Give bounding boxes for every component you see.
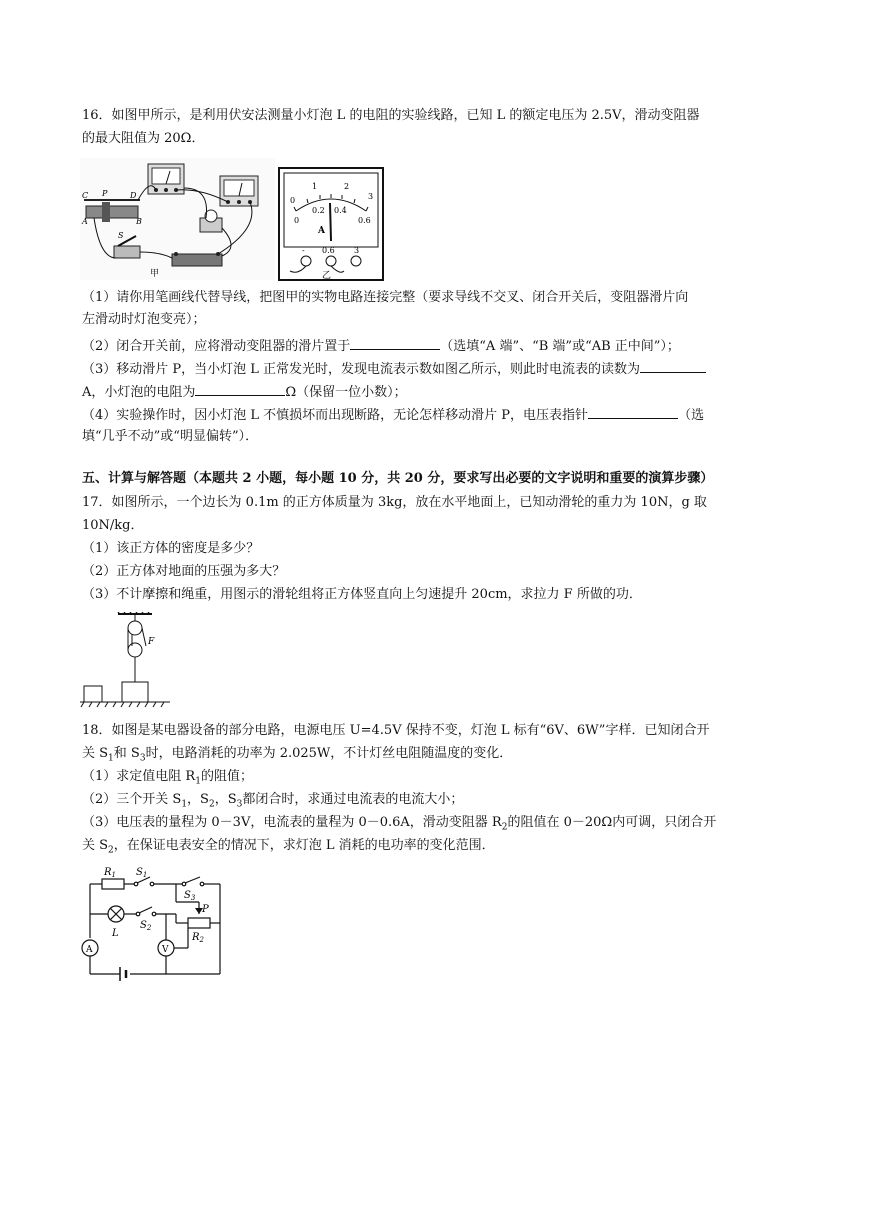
circuit-label-V: V — [162, 945, 169, 955]
label-A: A — [82, 217, 88, 226]
figure-jia-apparatus — [80, 158, 275, 280]
q18-p1-a: （1）求定值电阻 R — [82, 769, 196, 784]
switch-S2-icon — [139, 907, 152, 913]
q18-p2 — [82, 791, 463, 814]
answer-blank-q16-3b[interactable] — [195, 382, 285, 396]
q16-p2-text-a: （2）闭合开关前，应将滑动变阻器的滑片置于 — [82, 339, 351, 354]
dial-pointer — [330, 203, 331, 241]
q18-p2-a: （2）三个开关 S — [82, 792, 182, 807]
resistor-R1-icon — [102, 879, 124, 889]
q16-p1b: 左滑动时灯泡变亮）； — [82, 312, 206, 327]
q16-p3-text-a: （3）移动滑片 P，当小灯泡 L 正常发光时，发现电流表示数如图乙所示，则此时电流表的读数为 — [82, 362, 641, 377]
dial-top-3: 3 — [368, 192, 374, 201]
rheostat-R2-icon — [188, 918, 210, 928]
figure-yi-caption: 乙 — [322, 271, 332, 281]
label-C: C — [82, 191, 89, 200]
label-S: S — [118, 231, 124, 240]
q16-line1: 16．如图甲所示，是利用伏安法测量小灯泡 L 的电阻的实验线路，已知 L 的额定电压为 2.5V，滑动变阻器 — [82, 108, 700, 123]
q18-p3-a: （3）电压表的量程为 0－3V，电流表的量程为 0－0.6A，滑动变阻器 R — [82, 815, 502, 830]
label-B: B — [136, 217, 142, 226]
q18-p3-sub2: 2 — [108, 845, 114, 856]
q16-p3-line1 — [82, 359, 706, 379]
q18-p2-d: 都闭合时，求通过电流表的电流大小； — [242, 792, 464, 807]
q18-p1 — [82, 768, 253, 791]
figure-jia-caption: 甲 — [150, 269, 160, 279]
circuit-label-S1: S — [136, 867, 143, 878]
section5-title: 五、计算与解答题（本题共 2 小题，每小题 10 分，共 20 分，要求写出必要的文字说明和重要的演算步骤） — [82, 471, 714, 486]
circuit-label-R1: R — [104, 867, 112, 878]
q16-p2 — [82, 336, 680, 356]
movable-pulley-icon — [128, 643, 142, 657]
svg-text:R1 — [103, 867, 116, 879]
q17-line1: 17．如图所示，一个边长为 0.1m 的正方体质量为 3kg，放在水平地面上，已知动滑轮的重力为 10N，g 取 — [82, 495, 707, 510]
q18-line2-sub3: 3 — [139, 753, 146, 764]
q16-p4-text-a: （4）实验操作时，因小灯泡 L 不慎损坏而出现断路，无论怎样移动滑片 P，电压表指针 — [82, 408, 589, 423]
terminal-0.6: 0.6 — [322, 246, 335, 255]
q17-p2: （2）正方体对地面的压强为多大？ — [82, 564, 286, 579]
dial-top-2: 2 — [344, 182, 350, 191]
fixed-pulley-icon — [128, 621, 142, 635]
svg-text:R2 — [191, 932, 205, 944]
q18-p2-c: ，S — [214, 792, 237, 807]
svg-text:A: A — [318, 226, 325, 236]
q17-p1: （1）该正方体的密度是多少？ — [82, 541, 260, 556]
dial-top-1: 1 — [312, 182, 318, 191]
switch-S3-icon — [185, 877, 200, 883]
q18-p3-sub: 2 — [501, 822, 508, 833]
figure-circuit-diagram — [78, 862, 228, 982]
dial-top-0: 0 — [290, 196, 296, 205]
circuit-label-R2: R — [192, 932, 200, 943]
q18-line2-b: 和 S — [113, 746, 140, 761]
q16-p3-text-b: A，小灯泡的电阻为 — [82, 385, 196, 400]
q18-p2-s2: 2 — [208, 799, 215, 810]
circuit-label-S3-sub: 3 — [190, 894, 196, 902]
q18-p3-d: ，在保证电表安全的情况下，求灯泡 L 消耗的电功率的变化范围． — [113, 838, 495, 853]
q18-line2-c: 时，电路消耗的功率为 2.025W，不计灯丝电阻随温度的变化． — [145, 746, 513, 761]
circuit-label-R1-sub: 1 — [111, 871, 116, 879]
q18-p1-b: 的阻值； — [200, 769, 253, 784]
label-D: D — [130, 191, 137, 200]
battery-device-icon — [172, 252, 222, 266]
dial-bottom-0: 0 — [294, 216, 300, 225]
figure-yi-ammeter-dial — [278, 167, 384, 282]
q17-line2: 10N/kg． — [82, 518, 144, 533]
dial-bottom-0.6: 0.6 — [358, 216, 371, 225]
q18-p2-s1: 1 — [181, 799, 188, 810]
circuit-label-L: L — [112, 928, 119, 939]
svg-text:S1 — [136, 867, 147, 879]
cube-lifted — [122, 682, 148, 702]
q16-p3-line2 — [82, 382, 407, 402]
q18-p3-b: 的阻值在 0－20Ω内可调，只闭合开 — [507, 815, 717, 830]
force-label-F: F — [148, 637, 155, 647]
voltmeter-device-icon — [220, 176, 258, 206]
q17-p3: （3）不计摩擦和绳重，用图示的滑轮组将正方体竖直向上匀速提升 20cm，求拉力 F 所做的功． — [82, 587, 642, 602]
q18-p2-b: ，S — [187, 792, 209, 807]
figure-pulley-system — [80, 612, 170, 712]
answer-blank-q16-4[interactable] — [588, 405, 678, 419]
dial-bottom-0.2: 0.2 — [312, 206, 325, 215]
cube-on-ground — [84, 686, 102, 702]
q18-line2-a: 关 S — [82, 746, 109, 761]
q18-line2-sub1: 1 — [108, 753, 114, 764]
circuit-label-S3: S — [184, 890, 191, 901]
q18-line2 — [82, 745, 512, 768]
q16-p4-line1 — [82, 405, 704, 425]
q16-p1a: （1）请你用笔画线代替导线，把图甲的实物电路连接完整（要求导线不交叉、闭合开关后，变阻器滑片向 — [82, 290, 689, 305]
q18-p3-line1 — [82, 814, 716, 837]
q16-p4-line2: 填“几乎不动”或“明显偏转”）． — [82, 429, 259, 444]
circuit-label-A: A — [86, 945, 93, 955]
svg-text:S3 — [184, 890, 196, 902]
dial-bottom-0.4: 0.4 — [334, 206, 347, 215]
q18-line1: 18．如图是某电器设备的部分电路，电源电压 U=4.5V 保持不变，灯泡 L 标有“6V、6W”字样．已知闭合开 — [82, 723, 710, 738]
q18-p1-sub: 1 — [195, 776, 201, 787]
q16-p4-text-b: （选 — [678, 408, 705, 423]
q18-p3-line2 — [82, 837, 495, 860]
terminal-minus: - — [302, 246, 305, 255]
terminal-3: 3 — [354, 246, 360, 255]
svg-text:S2 — [140, 920, 152, 932]
q18-p2-s3: 3 — [236, 799, 243, 810]
q18-p3-c: 关 S — [82, 838, 109, 853]
circuit-label-R2-sub: 2 — [199, 936, 204, 944]
circuit-label-S2-sub: 2 — [146, 924, 152, 932]
circuit-label-S2: S — [140, 920, 147, 931]
q16-line2: 的最大阻值为 20Ω． — [82, 131, 205, 146]
answer-blank-q16-3a[interactable] — [640, 359, 706, 373]
answer-blank-q16-2[interactable] — [350, 336, 440, 350]
q16-p2-text-b: （选填“A 端”、“B 端”或“AB 正中间”）； — [440, 339, 680, 354]
q16-p3-text-c: Ω（保留一位小数）； — [285, 385, 407, 400]
circuit-label-P: P — [202, 904, 209, 915]
circuit-label-S1-sub: 1 — [142, 871, 148, 879]
label-P: P — [102, 189, 108, 198]
